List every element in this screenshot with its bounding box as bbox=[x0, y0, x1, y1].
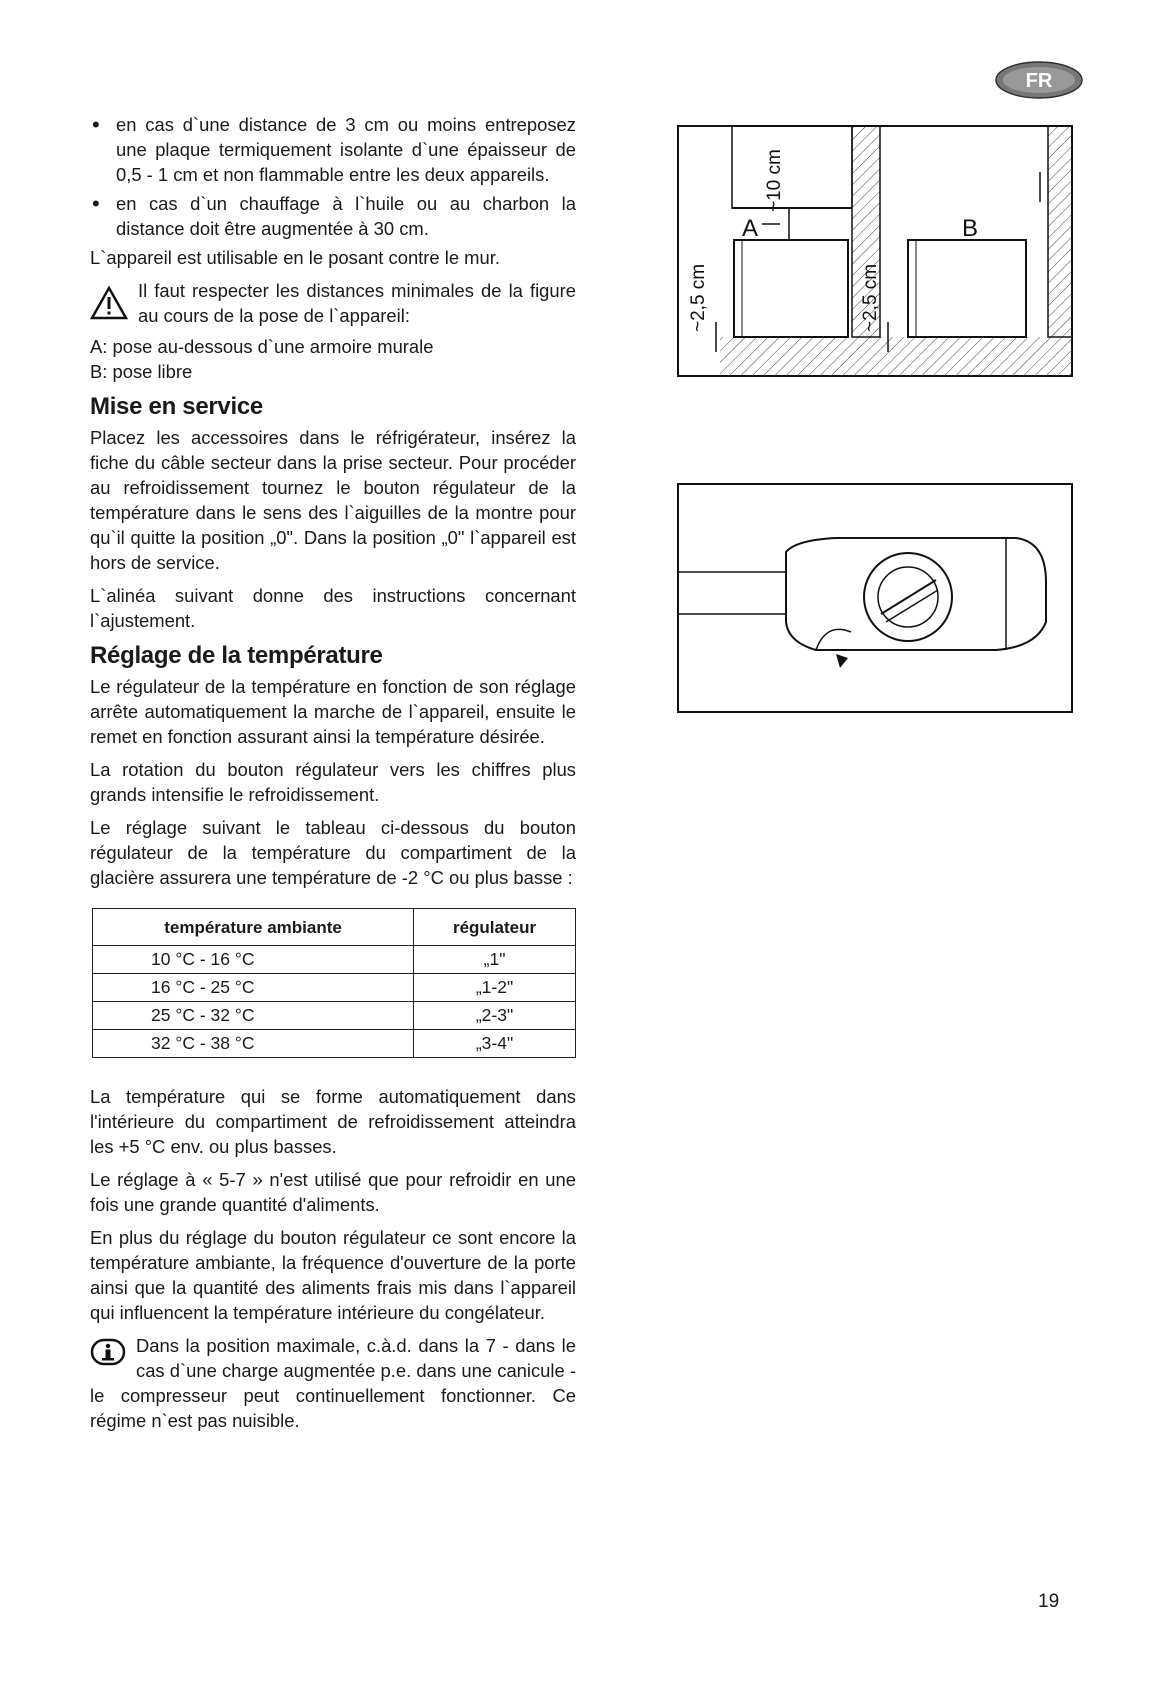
table-cell: „1" bbox=[414, 946, 576, 974]
legend-b: B: pose libre bbox=[90, 361, 193, 382]
paragraph: L`alinéa suivant donne des instructions concernant l`ajustement. bbox=[90, 585, 576, 631]
bullet-item: • en cas d`un chauffage à l`huile ou au charbon la distance doit être augmentée à 30 cm. bbox=[90, 191, 576, 241]
heading-mise-en-service: Mise en service bbox=[90, 393, 263, 420]
installation-diagram bbox=[676, 112, 1076, 387]
table-header-row bbox=[93, 909, 576, 946]
thermostat-knob-diagram bbox=[676, 482, 1076, 719]
table-header: température ambiante bbox=[93, 909, 414, 946]
info-block bbox=[90, 1333, 576, 1433]
table-row bbox=[93, 1030, 576, 1058]
paragraph: Placez les accessoires dans le réfrigérateur, insérez la fiche du câble secteur dans la prise secteur. Pour procéder au refroidissement tournez le bouton régulateur de la température dans le sens des l`aiguilles de la montre pour qu`il quitte la position „0". Dans la position „0" l`appareil est hors de service. bbox=[90, 427, 576, 573]
table-cell: 16 °C - 25 °C bbox=[93, 974, 414, 1002]
table-cell: „3-4" bbox=[414, 1030, 576, 1058]
paragraph: La rotation du bouton régulateur vers les chiffres plus grands intensifie le refroidissement. bbox=[90, 759, 576, 805]
dim-side-a: ~2,5 cm bbox=[688, 263, 709, 332]
dim-top: ~10 cm bbox=[764, 149, 785, 212]
table-row bbox=[93, 946, 576, 974]
table-cell: 32 °C - 38 °C bbox=[93, 1030, 414, 1058]
dim-side-b: ~2,5 cm bbox=[860, 263, 881, 332]
language-badge-text: FR bbox=[1025, 70, 1053, 92]
warning-text: Il faut respecter les distances minimales de la figure au cours de la pose de l`appareil: bbox=[138, 280, 576, 326]
table-row bbox=[93, 974, 576, 1002]
warning-block bbox=[90, 278, 576, 328]
wall-note: L`appareil est utilisable en le posant contre le mur. bbox=[90, 247, 500, 268]
paragraph: Le régulateur de la température en fonction de son réglage arrête automatiquement la marche de l`appareil, ensuite le remet en fonction assurant ainsi la température désirée. bbox=[90, 676, 576, 747]
warning-icon bbox=[90, 286, 128, 320]
bullet-item: • en cas d`une distance de 3 cm ou moins entreposez une plaque termiquement isolante d`une épaisseur de 0,5 - 1 cm et non flammable entre les deux appareils. bbox=[90, 112, 576, 187]
paragraph: La température qui se forme automatiquement dans l'intérieure du compartiment de refroidissement atteindra les +5 °C env. ou plus basses. bbox=[90, 1086, 576, 1157]
table-cell: „1-2" bbox=[414, 974, 576, 1002]
table-header: régulateur bbox=[414, 909, 576, 946]
page-number: 19 bbox=[1038, 1591, 1060, 1612]
paragraph: Le réglage à « 5-7 » n'est utilisé que pour refroidir en une fois une grande quantité d'aliments. bbox=[90, 1169, 576, 1215]
language-badge bbox=[994, 60, 1084, 105]
heading-reglage: Réglage de la température bbox=[90, 642, 383, 669]
label-b: B bbox=[962, 215, 979, 242]
temperature-table bbox=[92, 908, 576, 1058]
paragraph: En plus du réglage du bouton régulateur ce sont encore la température ambiante, la fréquence d'ouverture de la porte ainsi que la quantité des aliments frais mis dans l`appareil qui influencent la température intérieure du congélateur. bbox=[90, 1227, 576, 1323]
paragraph: Le réglage suivant le tableau ci-dessous du bouton régulateur de la température du compartiment de la glacière assurera une température de -2 °C ou plus basse : bbox=[90, 817, 576, 888]
table-cell: 25 °C - 32 °C bbox=[93, 1002, 414, 1030]
distance-bullets bbox=[90, 112, 576, 241]
table-cell: 10 °C - 16 °C bbox=[93, 946, 414, 974]
info-icon bbox=[90, 1337, 128, 1367]
text-column bbox=[90, 112, 576, 1441]
table-cell: „2-3" bbox=[414, 1002, 576, 1030]
info-text: Dans la position maximale, c.à.d. dans la 7 - dans le cas d`une charge augmentée p.e. dans une canicule - le compresseur peut continuellement fonctionner. Ce régime n`est pas nuisible. bbox=[90, 1335, 576, 1431]
label-a: A bbox=[742, 215, 759, 242]
legend-a: A: pose au-dessous d`une armoire murale bbox=[90, 336, 434, 357]
table-row bbox=[93, 1002, 576, 1030]
